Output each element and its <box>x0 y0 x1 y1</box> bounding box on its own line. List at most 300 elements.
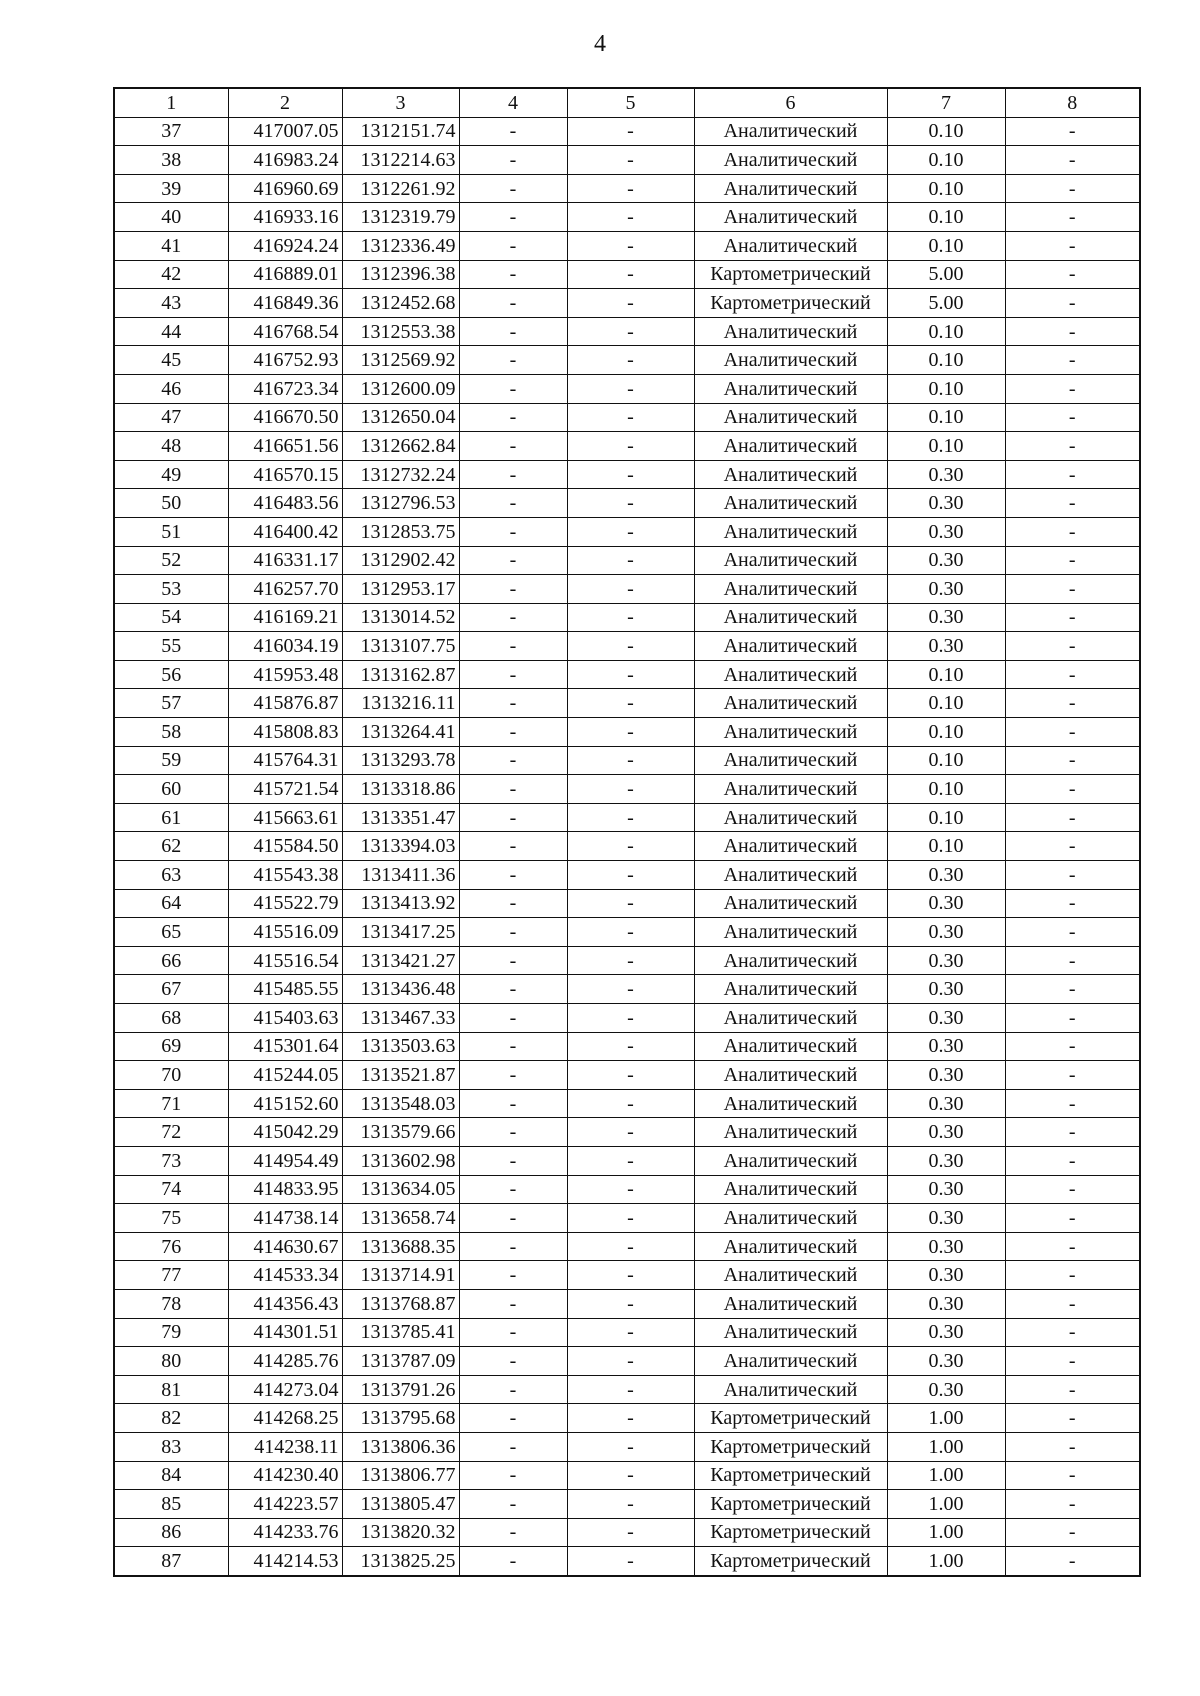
x-coordinate-cell: 414533.34 <box>228 1261 342 1290</box>
col8-cell: - <box>1005 575 1140 604</box>
y-coordinate-cell: 1312853.75 <box>342 517 459 546</box>
point-number-cell: 41 <box>114 231 228 260</box>
method-cell: Аналитический <box>694 832 887 861</box>
accuracy-cell: 0.30 <box>887 1061 1005 1090</box>
table-row <box>114 489 1140 518</box>
accuracy-cell: 1.00 <box>887 1518 1005 1547</box>
accuracy-cell: 0.30 <box>887 1146 1005 1175</box>
y-coordinate-cell: 1313791.26 <box>342 1375 459 1404</box>
col8-cell: - <box>1005 775 1140 804</box>
accuracy-cell: 0.30 <box>887 946 1005 975</box>
col5-cell: - <box>567 632 694 661</box>
col8-cell: - <box>1005 918 1140 947</box>
point-number-cell: 86 <box>114 1518 228 1547</box>
x-coordinate-cell: 415584.50 <box>228 832 342 861</box>
col8-cell: - <box>1005 1061 1140 1090</box>
method-cell: Аналитический <box>694 403 887 432</box>
col5-cell: - <box>567 146 694 175</box>
y-coordinate-cell: 1313688.35 <box>342 1232 459 1261</box>
column-header-3: 3 <box>342 88 459 117</box>
y-coordinate-cell: 1313805.47 <box>342 1490 459 1519</box>
x-coordinate-cell: 415522.79 <box>228 889 342 918</box>
accuracy-cell: 0.10 <box>887 832 1005 861</box>
y-coordinate-cell: 1313548.03 <box>342 1089 459 1118</box>
col5-cell: - <box>567 1347 694 1376</box>
y-coordinate-cell: 1312953.17 <box>342 575 459 604</box>
method-cell: Картометрический <box>694 260 887 289</box>
x-coordinate-cell: 416768.54 <box>228 317 342 346</box>
accuracy-cell: 1.00 <box>887 1404 1005 1433</box>
y-coordinate-cell: 1313602.98 <box>342 1146 459 1175</box>
table-row <box>114 260 1140 289</box>
col8-cell: - <box>1005 1032 1140 1061</box>
accuracy-cell: 0.10 <box>887 317 1005 346</box>
table-row <box>114 460 1140 489</box>
point-number-cell: 40 <box>114 203 228 232</box>
table-row <box>114 1061 1140 1090</box>
x-coordinate-cell: 416723.34 <box>228 374 342 403</box>
x-coordinate-cell: 415808.83 <box>228 718 342 747</box>
point-number-cell: 56 <box>114 660 228 689</box>
col4-cell: - <box>459 460 567 489</box>
x-coordinate-cell: 416849.36 <box>228 289 342 318</box>
col5-cell: - <box>567 975 694 1004</box>
col8-cell: - <box>1005 1204 1140 1233</box>
method-cell: Аналитический <box>694 146 887 175</box>
col8-cell: - <box>1005 718 1140 747</box>
accuracy-cell: 5.00 <box>887 260 1005 289</box>
y-coordinate-cell: 1312796.53 <box>342 489 459 518</box>
accuracy-cell: 0.10 <box>887 174 1005 203</box>
point-number-cell: 74 <box>114 1175 228 1204</box>
accuracy-cell: 0.30 <box>887 1118 1005 1147</box>
table-row <box>114 632 1140 661</box>
x-coordinate-cell: 414285.76 <box>228 1347 342 1376</box>
col8-cell: - <box>1005 803 1140 832</box>
y-coordinate-cell: 1313768.87 <box>342 1289 459 1318</box>
col5-cell: - <box>567 1261 694 1290</box>
col4-cell: - <box>459 117 567 146</box>
point-number-cell: 38 <box>114 146 228 175</box>
table-row <box>114 231 1140 260</box>
method-cell: Аналитический <box>694 918 887 947</box>
y-coordinate-cell: 1312732.24 <box>342 460 459 489</box>
point-number-cell: 60 <box>114 775 228 804</box>
point-number-cell: 75 <box>114 1204 228 1233</box>
table-row <box>114 1375 1140 1404</box>
point-number-cell: 66 <box>114 946 228 975</box>
point-number-cell: 46 <box>114 374 228 403</box>
x-coordinate-cell: 414268.25 <box>228 1404 342 1433</box>
accuracy-cell: 1.00 <box>887 1432 1005 1461</box>
method-cell: Картометрический <box>694 1547 887 1576</box>
point-number-cell: 72 <box>114 1118 228 1147</box>
accuracy-cell: 0.30 <box>887 1032 1005 1061</box>
col8-cell: - <box>1005 374 1140 403</box>
col4-cell: - <box>459 946 567 975</box>
col4-cell: - <box>459 432 567 461</box>
col8-cell: - <box>1005 1289 1140 1318</box>
col8-cell: - <box>1005 1547 1140 1576</box>
point-number-cell: 77 <box>114 1261 228 1290</box>
point-number-cell: 84 <box>114 1461 228 1490</box>
method-cell: Аналитический <box>694 1175 887 1204</box>
x-coordinate-cell: 414214.53 <box>228 1547 342 1576</box>
table-row <box>114 1518 1140 1547</box>
col4-cell: - <box>459 660 567 689</box>
col4-cell: - <box>459 1318 567 1347</box>
table-row <box>114 432 1140 461</box>
method-cell: Аналитический <box>694 1004 887 1033</box>
col8-cell: - <box>1005 260 1140 289</box>
point-number-cell: 80 <box>114 1347 228 1376</box>
accuracy-cell: 0.10 <box>887 231 1005 260</box>
y-coordinate-cell: 1313820.32 <box>342 1518 459 1547</box>
col4-cell: - <box>459 174 567 203</box>
table-row <box>114 546 1140 575</box>
point-number-cell: 70 <box>114 1061 228 1090</box>
table-row <box>114 317 1140 346</box>
col5-cell: - <box>567 1518 694 1547</box>
accuracy-cell: 0.30 <box>887 460 1005 489</box>
y-coordinate-cell: 1313411.36 <box>342 861 459 890</box>
point-number-cell: 57 <box>114 689 228 718</box>
accuracy-cell: 0.30 <box>887 546 1005 575</box>
col5-cell: - <box>567 289 694 318</box>
point-number-cell: 47 <box>114 403 228 432</box>
x-coordinate-cell: 415301.64 <box>228 1032 342 1061</box>
accuracy-cell: 0.30 <box>887 1089 1005 1118</box>
method-cell: Аналитический <box>694 861 887 890</box>
point-number-cell: 82 <box>114 1404 228 1433</box>
point-number-cell: 53 <box>114 575 228 604</box>
col4-cell: - <box>459 403 567 432</box>
x-coordinate-cell: 416331.17 <box>228 546 342 575</box>
y-coordinate-cell: 1313421.27 <box>342 946 459 975</box>
accuracy-cell: 0.10 <box>887 746 1005 775</box>
x-coordinate-cell: 415663.61 <box>228 803 342 832</box>
point-number-cell: 50 <box>114 489 228 518</box>
accuracy-cell: 0.30 <box>887 1289 1005 1318</box>
table-row <box>114 174 1140 203</box>
point-number-cell: 55 <box>114 632 228 661</box>
accuracy-cell: 0.30 <box>887 1232 1005 1261</box>
y-coordinate-cell: 1313413.92 <box>342 889 459 918</box>
point-number-cell: 73 <box>114 1146 228 1175</box>
col5-cell: - <box>567 889 694 918</box>
y-coordinate-cell: 1313658.74 <box>342 1204 459 1233</box>
x-coordinate-cell: 416670.50 <box>228 403 342 432</box>
point-number-cell: 51 <box>114 517 228 546</box>
method-cell: Аналитический <box>694 803 887 832</box>
point-number-cell: 44 <box>114 317 228 346</box>
table-row <box>114 832 1140 861</box>
col4-cell: - <box>459 517 567 546</box>
point-number-cell: 78 <box>114 1289 228 1318</box>
col5-cell: - <box>567 1289 694 1318</box>
method-cell: Аналитический <box>694 603 887 632</box>
col8-cell: - <box>1005 689 1140 718</box>
col5-cell: - <box>567 775 694 804</box>
col4-cell: - <box>459 1118 567 1147</box>
y-coordinate-cell: 1312396.38 <box>342 260 459 289</box>
col4-cell: - <box>459 146 567 175</box>
x-coordinate-cell: 414833.95 <box>228 1175 342 1204</box>
method-cell: Аналитический <box>694 432 887 461</box>
table-row <box>114 803 1140 832</box>
table-row <box>114 403 1140 432</box>
col4-cell: - <box>459 1289 567 1318</box>
table-row <box>114 346 1140 375</box>
y-coordinate-cell: 1312553.38 <box>342 317 459 346</box>
method-cell: Аналитический <box>694 460 887 489</box>
x-coordinate-cell: 416752.93 <box>228 346 342 375</box>
col8-cell: - <box>1005 603 1140 632</box>
accuracy-cell: 0.30 <box>887 889 1005 918</box>
col4-cell: - <box>459 975 567 1004</box>
x-coordinate-cell: 414954.49 <box>228 1146 342 1175</box>
y-coordinate-cell: 1312662.84 <box>342 432 459 461</box>
table-row <box>114 575 1140 604</box>
col5-cell: - <box>567 432 694 461</box>
y-coordinate-cell: 1313417.25 <box>342 918 459 947</box>
accuracy-cell: 0.30 <box>887 1204 1005 1233</box>
method-cell: Аналитический <box>694 889 887 918</box>
method-cell: Картометрический <box>694 1404 887 1433</box>
col5-cell: - <box>567 1375 694 1404</box>
method-cell: Аналитический <box>694 1289 887 1318</box>
accuracy-cell: 0.10 <box>887 117 1005 146</box>
table-row <box>114 1289 1140 1318</box>
col8-cell: - <box>1005 660 1140 689</box>
col5-cell: - <box>567 117 694 146</box>
col5-cell: - <box>567 1118 694 1147</box>
table-row <box>114 203 1140 232</box>
table-row <box>114 146 1140 175</box>
col4-cell: - <box>459 1261 567 1290</box>
header-row <box>114 88 1140 117</box>
accuracy-cell: 1.00 <box>887 1461 1005 1490</box>
accuracy-cell: 0.30 <box>887 1261 1005 1290</box>
col4-cell: - <box>459 1518 567 1547</box>
y-coordinate-cell: 1313806.36 <box>342 1432 459 1461</box>
col5-cell: - <box>567 1175 694 1204</box>
method-cell: Аналитический <box>694 346 887 375</box>
col5-cell: - <box>567 946 694 975</box>
x-coordinate-cell: 415042.29 <box>228 1118 342 1147</box>
table-row <box>114 718 1140 747</box>
col8-cell: - <box>1005 1089 1140 1118</box>
method-cell: Картометрический <box>694 1518 887 1547</box>
x-coordinate-cell: 415516.09 <box>228 918 342 947</box>
col8-cell: - <box>1005 231 1140 260</box>
method-cell: Аналитический <box>694 489 887 518</box>
method-cell: Аналитический <box>694 1375 887 1404</box>
y-coordinate-cell: 1313162.87 <box>342 660 459 689</box>
col5-cell: - <box>567 1318 694 1347</box>
method-cell: Аналитический <box>694 1232 887 1261</box>
col8-cell: - <box>1005 346 1140 375</box>
accuracy-cell: 0.10 <box>887 803 1005 832</box>
col4-cell: - <box>459 1061 567 1090</box>
method-cell: Аналитический <box>694 1204 887 1233</box>
y-coordinate-cell: 1313503.63 <box>342 1032 459 1061</box>
col5-cell: - <box>567 803 694 832</box>
accuracy-cell: 0.10 <box>887 346 1005 375</box>
table-row <box>114 517 1140 546</box>
method-cell: Аналитический <box>694 1061 887 1090</box>
x-coordinate-cell: 416651.56 <box>228 432 342 461</box>
accuracy-cell: 0.30 <box>887 632 1005 661</box>
accuracy-cell: 0.10 <box>887 775 1005 804</box>
col4-cell: - <box>459 374 567 403</box>
col8-cell: - <box>1005 146 1140 175</box>
col4-cell: - <box>459 1146 567 1175</box>
table-row <box>114 1432 1140 1461</box>
table-row <box>114 1232 1140 1261</box>
method-cell: Аналитический <box>694 546 887 575</box>
col8-cell: - <box>1005 432 1140 461</box>
column-header-7: 7 <box>887 88 1005 117</box>
col5-cell: - <box>567 603 694 632</box>
col4-cell: - <box>459 603 567 632</box>
col8-cell: - <box>1005 1404 1140 1433</box>
method-cell: Аналитический <box>694 1146 887 1175</box>
column-header-6: 6 <box>694 88 887 117</box>
x-coordinate-cell: 415152.60 <box>228 1089 342 1118</box>
method-cell: Аналитический <box>694 174 887 203</box>
col8-cell: - <box>1005 546 1140 575</box>
col5-cell: - <box>567 1490 694 1519</box>
accuracy-cell: 0.10 <box>887 689 1005 718</box>
accuracy-cell: 0.10 <box>887 403 1005 432</box>
method-cell: Аналитический <box>694 575 887 604</box>
x-coordinate-cell: 414238.11 <box>228 1432 342 1461</box>
col4-cell: - <box>459 832 567 861</box>
col4-cell: - <box>459 746 567 775</box>
col5-cell: - <box>567 575 694 604</box>
col8-cell: - <box>1005 289 1140 318</box>
x-coordinate-cell: 415764.31 <box>228 746 342 775</box>
method-cell: Картометрический <box>694 289 887 318</box>
point-number-cell: 68 <box>114 1004 228 1033</box>
col4-cell: - <box>459 861 567 890</box>
col8-cell: - <box>1005 460 1140 489</box>
x-coordinate-cell: 416483.56 <box>228 489 342 518</box>
method-cell: Аналитический <box>694 317 887 346</box>
col8-cell: - <box>1005 1004 1140 1033</box>
column-header-5: 5 <box>567 88 694 117</box>
accuracy-cell: 0.30 <box>887 603 1005 632</box>
method-cell: Аналитический <box>694 517 887 546</box>
y-coordinate-cell: 1313318.86 <box>342 775 459 804</box>
table-row <box>114 746 1140 775</box>
table-row <box>114 861 1140 890</box>
method-cell: Аналитический <box>694 1089 887 1118</box>
col4-cell: - <box>459 1232 567 1261</box>
col5-cell: - <box>567 660 694 689</box>
accuracy-cell: 0.30 <box>887 1375 1005 1404</box>
table-row <box>114 117 1140 146</box>
col8-cell: - <box>1005 117 1140 146</box>
table-row <box>114 1490 1140 1519</box>
page-number: 4 <box>594 31 606 57</box>
x-coordinate-cell: 416933.16 <box>228 203 342 232</box>
col8-cell: - <box>1005 1432 1140 1461</box>
col4-cell: - <box>459 1175 567 1204</box>
table-row <box>114 1004 1140 1033</box>
accuracy-cell: 1.00 <box>887 1547 1005 1576</box>
x-coordinate-cell: 416983.24 <box>228 146 342 175</box>
table-row <box>114 918 1140 947</box>
col5-cell: - <box>567 1461 694 1490</box>
col4-cell: - <box>459 803 567 832</box>
col4-cell: - <box>459 231 567 260</box>
y-coordinate-cell: 1313579.66 <box>342 1118 459 1147</box>
y-coordinate-cell: 1313467.33 <box>342 1004 459 1033</box>
point-number-cell: 81 <box>114 1375 228 1404</box>
accuracy-cell: 0.10 <box>887 718 1005 747</box>
col8-cell: - <box>1005 1461 1140 1490</box>
point-number-cell: 63 <box>114 861 228 890</box>
point-number-cell: 61 <box>114 803 228 832</box>
col8-cell: - <box>1005 1118 1140 1147</box>
table-row <box>114 1547 1140 1576</box>
method-cell: Аналитический <box>694 1118 887 1147</box>
col5-cell: - <box>567 346 694 375</box>
table-row <box>114 775 1140 804</box>
point-number-cell: 37 <box>114 117 228 146</box>
col8-cell: - <box>1005 1232 1140 1261</box>
table-row <box>114 1347 1140 1376</box>
point-number-cell: 65 <box>114 918 228 947</box>
table-row <box>114 1318 1140 1347</box>
col8-cell: - <box>1005 1375 1140 1404</box>
y-coordinate-cell: 1312902.42 <box>342 546 459 575</box>
column-header-8: 8 <box>1005 88 1140 117</box>
y-coordinate-cell: 1312600.09 <box>342 374 459 403</box>
y-coordinate-cell: 1313521.87 <box>342 1061 459 1090</box>
x-coordinate-cell: 414630.67 <box>228 1232 342 1261</box>
accuracy-cell: 0.10 <box>887 203 1005 232</box>
column-header-2: 2 <box>228 88 342 117</box>
col8-cell: - <box>1005 1490 1140 1519</box>
col8-cell: - <box>1005 203 1140 232</box>
col8-cell: - <box>1005 403 1140 432</box>
table-row <box>114 603 1140 632</box>
y-coordinate-cell: 1313785.41 <box>342 1318 459 1347</box>
col5-cell: - <box>567 689 694 718</box>
col8-cell: - <box>1005 174 1140 203</box>
point-number-cell: 52 <box>114 546 228 575</box>
method-cell: Аналитический <box>694 632 887 661</box>
y-coordinate-cell: 1312336.49 <box>342 231 459 260</box>
method-cell: Аналитический <box>694 689 887 718</box>
x-coordinate-cell: 415721.54 <box>228 775 342 804</box>
col5-cell: - <box>567 489 694 518</box>
col4-cell: - <box>459 1547 567 1576</box>
table-row <box>114 889 1140 918</box>
x-coordinate-cell: 414738.14 <box>228 1204 342 1233</box>
table-row <box>114 374 1140 403</box>
x-coordinate-cell: 415516.54 <box>228 946 342 975</box>
x-coordinate-cell: 415244.05 <box>228 1061 342 1090</box>
y-coordinate-cell: 1313394.03 <box>342 832 459 861</box>
col4-cell: - <box>459 632 567 661</box>
y-coordinate-cell: 1313351.47 <box>342 803 459 832</box>
point-number-cell: 71 <box>114 1089 228 1118</box>
col4-cell: - <box>459 889 567 918</box>
